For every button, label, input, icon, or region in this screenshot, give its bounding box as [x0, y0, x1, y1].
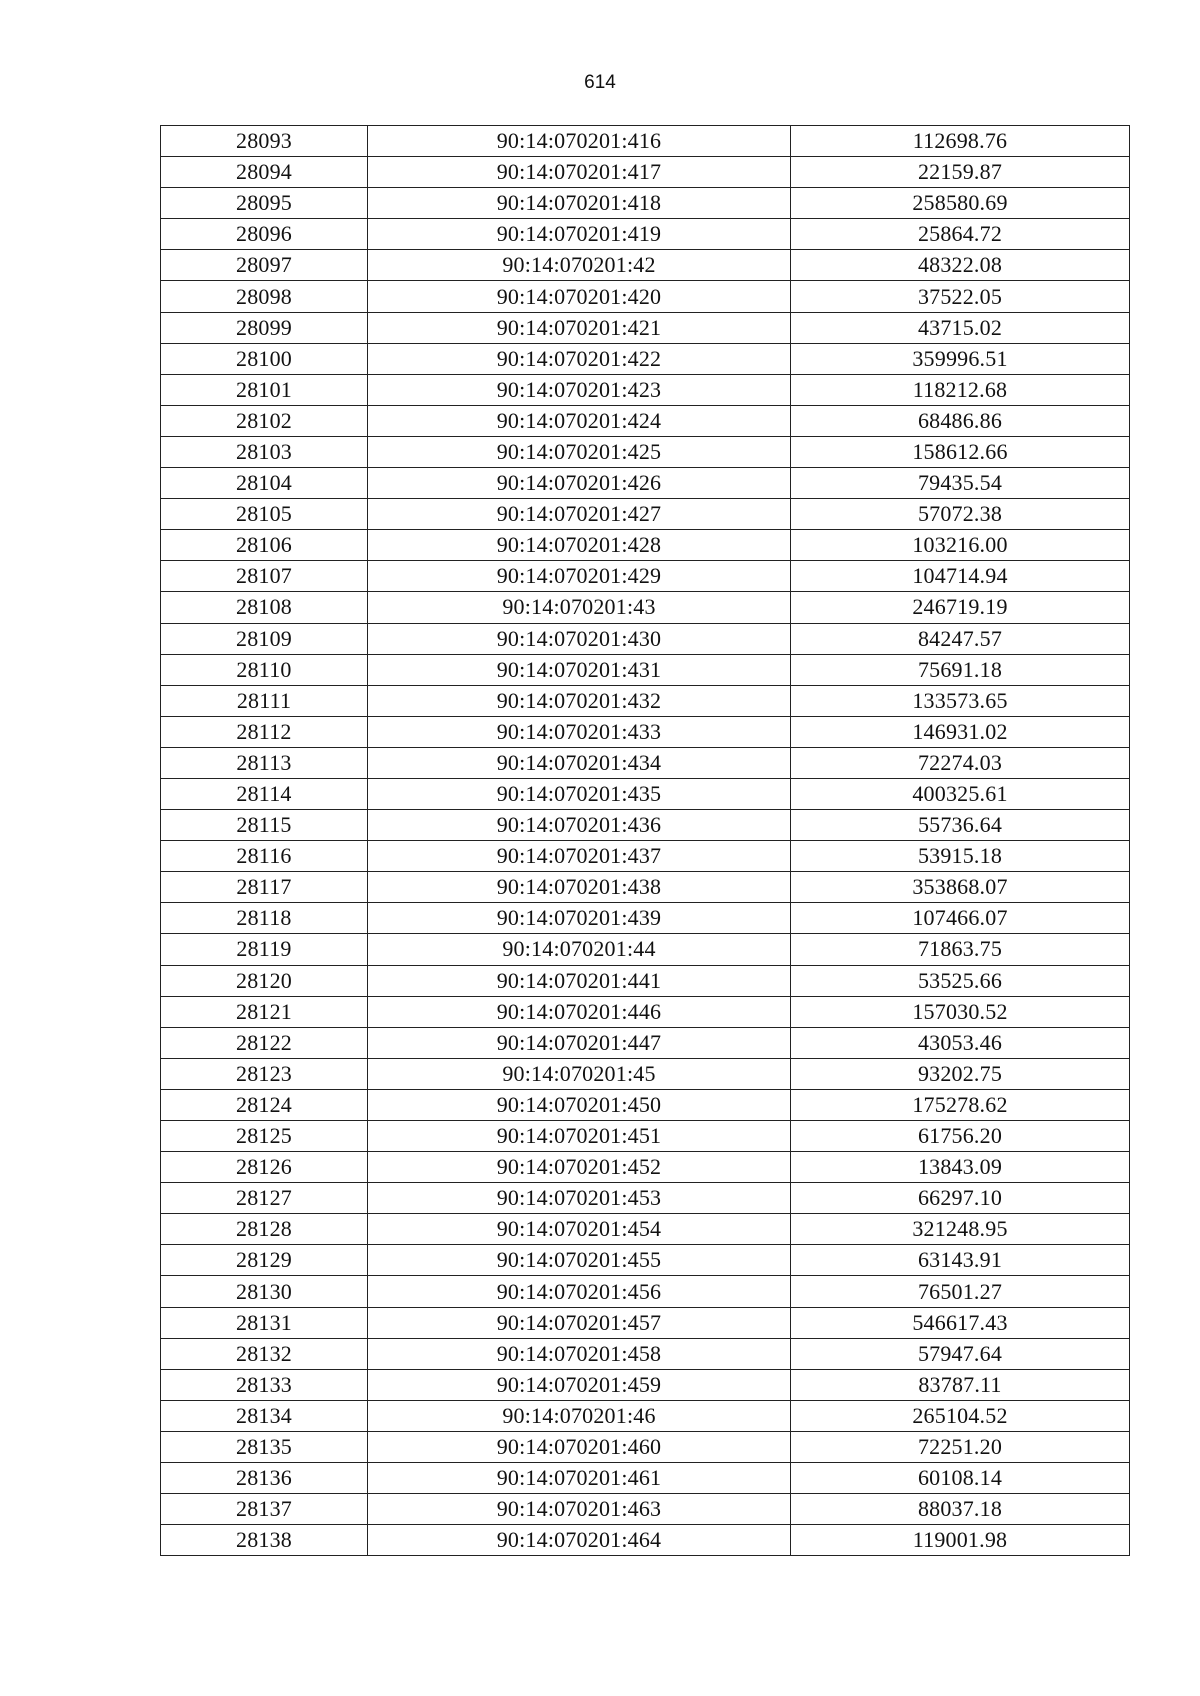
- value-cell: 63143.91: [791, 1245, 1130, 1276]
- table-row: [161, 405, 1130, 436]
- table-row: [161, 1338, 1130, 1369]
- row-number-cell: 28096: [161, 219, 368, 250]
- row-number-cell: 28113: [161, 747, 368, 778]
- cadastral-number-cell: 90:14:070201:458: [368, 1338, 791, 1369]
- cadastral-number-cell: 90:14:070201:430: [368, 623, 791, 654]
- row-number-cell: 28101: [161, 374, 368, 405]
- value-cell: 13843.09: [791, 1152, 1130, 1183]
- row-number-cell: 28121: [161, 996, 368, 1027]
- cadastral-number-cell: 90:14:070201:452: [368, 1152, 791, 1183]
- row-number-cell: 28132: [161, 1338, 368, 1369]
- row-number-cell: 28097: [161, 250, 368, 281]
- row-number-cell: 28129: [161, 1245, 368, 1276]
- cadastral-number-cell: 90:14:070201:447: [368, 1027, 791, 1058]
- value-cell: 157030.52: [791, 996, 1130, 1027]
- cadastral-number-cell: 90:14:070201:429: [368, 561, 791, 592]
- table-row: [161, 810, 1130, 841]
- row-number-cell: 28094: [161, 157, 368, 188]
- cadastral-number-cell: 90:14:070201:463: [368, 1494, 791, 1525]
- row-number-cell: 28099: [161, 312, 368, 343]
- row-number-cell: 28103: [161, 436, 368, 467]
- row-number-cell: 28098: [161, 281, 368, 312]
- row-number-cell: 28122: [161, 1027, 368, 1058]
- table-row: [161, 934, 1130, 965]
- row-number-cell: 28127: [161, 1183, 368, 1214]
- table-row: [161, 1027, 1130, 1058]
- value-cell: 107466.07: [791, 903, 1130, 934]
- value-cell: 57072.38: [791, 499, 1130, 530]
- table-row: [161, 312, 1130, 343]
- row-number-cell: 28105: [161, 499, 368, 530]
- row-number-cell: 28117: [161, 872, 368, 903]
- cadastral-number-cell: 90:14:070201:436: [368, 810, 791, 841]
- value-cell: 25864.72: [791, 219, 1130, 250]
- table-row: [161, 499, 1130, 530]
- value-cell: 53525.66: [791, 965, 1130, 996]
- table-row: [161, 1307, 1130, 1338]
- table-row: [161, 903, 1130, 934]
- cadastral-number-cell: 90:14:070201:421: [368, 312, 791, 343]
- value-cell: 112698.76: [791, 126, 1130, 157]
- table-row: [161, 561, 1130, 592]
- value-cell: 133573.65: [791, 685, 1130, 716]
- table-row: [161, 1463, 1130, 1494]
- value-cell: 265104.52: [791, 1400, 1130, 1431]
- cadastral-number-cell: 90:14:070201:44: [368, 934, 791, 965]
- table-row: [161, 281, 1130, 312]
- value-cell: 71863.75: [791, 934, 1130, 965]
- row-number-cell: 28125: [161, 1121, 368, 1152]
- row-number-cell: 28123: [161, 1058, 368, 1089]
- value-cell: 53915.18: [791, 841, 1130, 872]
- value-cell: 146931.02: [791, 716, 1130, 747]
- value-cell: 83787.11: [791, 1369, 1130, 1400]
- cadastral-number-cell: 90:14:070201:455: [368, 1245, 791, 1276]
- cadastral-number-cell: 90:14:070201:441: [368, 965, 791, 996]
- cadastral-number-cell: 90:14:070201:438: [368, 872, 791, 903]
- value-cell: 546617.43: [791, 1307, 1130, 1338]
- row-number-cell: 28120: [161, 965, 368, 996]
- row-number-cell: 28095: [161, 188, 368, 219]
- cadastral-number-cell: 90:14:070201:454: [368, 1214, 791, 1245]
- table-row: [161, 343, 1130, 374]
- cadastral-number-cell: 90:14:070201:439: [368, 903, 791, 934]
- value-cell: 400325.61: [791, 778, 1130, 809]
- cadastral-number-cell: 90:14:070201:424: [368, 405, 791, 436]
- cadastral-number-cell: 90:14:070201:417: [368, 157, 791, 188]
- table-row: [161, 530, 1130, 561]
- row-number-cell: 28115: [161, 810, 368, 841]
- value-cell: 22159.87: [791, 157, 1130, 188]
- value-cell: 48322.08: [791, 250, 1130, 281]
- table-row: [161, 716, 1130, 747]
- row-number-cell: 28106: [161, 530, 368, 561]
- cadastral-number-cell: 90:14:070201:433: [368, 716, 791, 747]
- row-number-cell: 28130: [161, 1276, 368, 1307]
- cadastral-number-cell: 90:14:070201:446: [368, 996, 791, 1027]
- cadastral-number-cell: 90:14:070201:431: [368, 654, 791, 685]
- row-number-cell: 28119: [161, 934, 368, 965]
- table-row: [161, 157, 1130, 188]
- cadastral-number-cell: 90:14:070201:420: [368, 281, 791, 312]
- value-cell: 43715.02: [791, 312, 1130, 343]
- table-row: [161, 623, 1130, 654]
- row-number-cell: 28128: [161, 1214, 368, 1245]
- cadastral-number-cell: 90:14:070201:42: [368, 250, 791, 281]
- cadastral-number-cell: 90:14:070201:459: [368, 1369, 791, 1400]
- row-number-cell: 28111: [161, 685, 368, 716]
- value-cell: 55736.64: [791, 810, 1130, 841]
- value-cell: 68486.86: [791, 405, 1130, 436]
- table-row: [161, 996, 1130, 1027]
- cadastral-number-cell: 90:14:070201:423: [368, 374, 791, 405]
- row-number-cell: 28138: [161, 1525, 368, 1556]
- cadastral-number-cell: 90:14:070201:422: [368, 343, 791, 374]
- table-row: [161, 654, 1130, 685]
- row-number-cell: 28136: [161, 1463, 368, 1494]
- value-cell: 66297.10: [791, 1183, 1130, 1214]
- table-row: [161, 188, 1130, 219]
- table-row: [161, 1369, 1130, 1400]
- cadastral-number-cell: 90:14:070201:450: [368, 1089, 791, 1120]
- value-cell: 321248.95: [791, 1214, 1130, 1245]
- row-number-cell: 28118: [161, 903, 368, 934]
- table-row: [161, 872, 1130, 903]
- registry-table: [160, 125, 1130, 1556]
- row-number-cell: 28135: [161, 1431, 368, 1462]
- cadastral-number-cell: 90:14:070201:434: [368, 747, 791, 778]
- table-row: [161, 1214, 1130, 1245]
- value-cell: 61756.20: [791, 1121, 1130, 1152]
- table-row: [161, 592, 1130, 623]
- row-number-cell: 28133: [161, 1369, 368, 1400]
- row-number-cell: 28102: [161, 405, 368, 436]
- cadastral-number-cell: 90:14:070201:435: [368, 778, 791, 809]
- table-row: [161, 1058, 1130, 1089]
- value-cell: 258580.69: [791, 188, 1130, 219]
- value-cell: 158612.66: [791, 436, 1130, 467]
- page-number: 614: [584, 72, 616, 93]
- value-cell: 175278.62: [791, 1089, 1130, 1120]
- cadastral-number-cell: 90:14:070201:419: [368, 219, 791, 250]
- value-cell: 246719.19: [791, 592, 1130, 623]
- value-cell: 353868.07: [791, 872, 1130, 903]
- cadastral-number-cell: 90:14:070201:456: [368, 1276, 791, 1307]
- value-cell: 79435.54: [791, 468, 1130, 499]
- table-row: [161, 1494, 1130, 1525]
- cadastral-number-cell: 90:14:070201:428: [368, 530, 791, 561]
- row-number-cell: 28093: [161, 126, 368, 157]
- cadastral-number-cell: 90:14:070201:426: [368, 468, 791, 499]
- cadastral-number-cell: 90:14:070201:461: [368, 1463, 791, 1494]
- row-number-cell: 28131: [161, 1307, 368, 1338]
- value-cell: 118212.68: [791, 374, 1130, 405]
- value-cell: 93202.75: [791, 1058, 1130, 1089]
- row-number-cell: 28110: [161, 654, 368, 685]
- cadastral-number-cell: 90:14:070201:453: [368, 1183, 791, 1214]
- value-cell: 84247.57: [791, 623, 1130, 654]
- row-number-cell: 28104: [161, 468, 368, 499]
- table-row: [161, 778, 1130, 809]
- cadastral-number-cell: 90:14:070201:460: [368, 1431, 791, 1462]
- cadastral-number-cell: 90:14:070201:43: [368, 592, 791, 623]
- value-cell: 57947.64: [791, 1338, 1130, 1369]
- table-row: [161, 1400, 1130, 1431]
- row-number-cell: 28112: [161, 716, 368, 747]
- row-number-cell: 28116: [161, 841, 368, 872]
- row-number-cell: 28100: [161, 343, 368, 374]
- table-row: [161, 436, 1130, 467]
- row-number-cell: 28107: [161, 561, 368, 592]
- row-number-cell: 28124: [161, 1089, 368, 1120]
- cadastral-number-cell: 90:14:070201:416: [368, 126, 791, 157]
- table-row: [161, 1245, 1130, 1276]
- row-number-cell: 28134: [161, 1400, 368, 1431]
- row-number-cell: 28108: [161, 592, 368, 623]
- table-row: [161, 1121, 1130, 1152]
- row-number-cell: 28137: [161, 1494, 368, 1525]
- value-cell: 119001.98: [791, 1525, 1130, 1556]
- table-row: [161, 747, 1130, 778]
- table-row: [161, 468, 1130, 499]
- cadastral-number-cell: 90:14:070201:437: [368, 841, 791, 872]
- cadastral-number-cell: 90:14:070201:457: [368, 1307, 791, 1338]
- table-row: [161, 965, 1130, 996]
- value-cell: 88037.18: [791, 1494, 1130, 1525]
- row-number-cell: 28126: [161, 1152, 368, 1183]
- value-cell: 76501.27: [791, 1276, 1130, 1307]
- table-row: [161, 374, 1130, 405]
- table-row: [161, 1152, 1130, 1183]
- value-cell: 75691.18: [791, 654, 1130, 685]
- cadastral-number-cell: 90:14:070201:451: [368, 1121, 791, 1152]
- table-row: [161, 126, 1130, 157]
- table-row: [161, 1525, 1130, 1556]
- value-cell: 359996.51: [791, 343, 1130, 374]
- value-cell: 72274.03: [791, 747, 1130, 778]
- value-cell: 43053.46: [791, 1027, 1130, 1058]
- value-cell: 103216.00: [791, 530, 1130, 561]
- cadastral-number-cell: 90:14:070201:45: [368, 1058, 791, 1089]
- cadastral-number-cell: 90:14:070201:427: [368, 499, 791, 530]
- table-row: [161, 1089, 1130, 1120]
- table-row: [161, 1431, 1130, 1462]
- table-row: [161, 250, 1130, 281]
- cadastral-number-cell: 90:14:070201:425: [368, 436, 791, 467]
- cadastral-number-cell: 90:14:070201:432: [368, 685, 791, 716]
- table-row: [161, 685, 1130, 716]
- table-row: [161, 1183, 1130, 1214]
- table-row: [161, 219, 1130, 250]
- cadastral-number-cell: 90:14:070201:418: [368, 188, 791, 219]
- value-cell: 37522.05: [791, 281, 1130, 312]
- row-number-cell: 28114: [161, 778, 368, 809]
- row-number-cell: 28109: [161, 623, 368, 654]
- cadastral-number-cell: 90:14:070201:46: [368, 1400, 791, 1431]
- value-cell: 60108.14: [791, 1463, 1130, 1494]
- value-cell: 104714.94: [791, 561, 1130, 592]
- cadastral-number-cell: 90:14:070201:464: [368, 1525, 791, 1556]
- table-row: [161, 841, 1130, 872]
- value-cell: 72251.20: [791, 1431, 1130, 1462]
- table-row: [161, 1276, 1130, 1307]
- registry-table-body: [161, 126, 1130, 1556]
